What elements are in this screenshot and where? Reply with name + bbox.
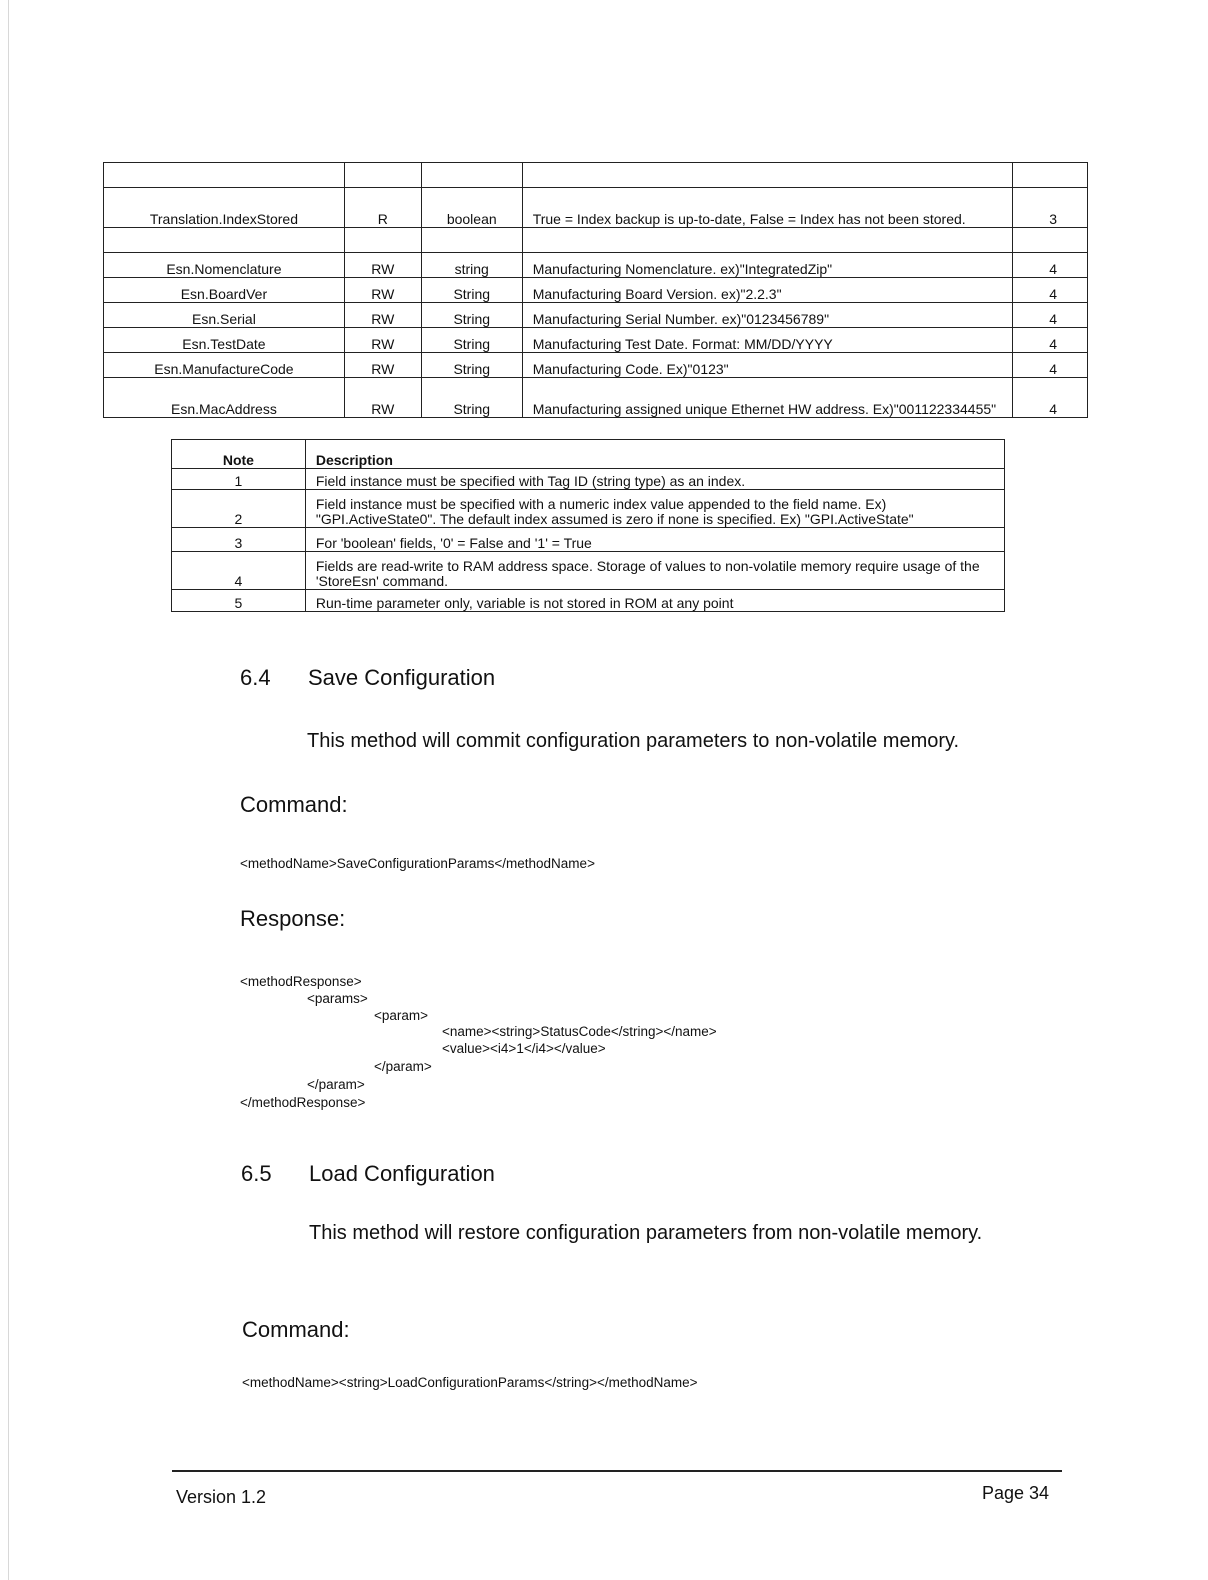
access-cell: R bbox=[344, 188, 421, 228]
table-row bbox=[104, 163, 1088, 188]
description-cell: Manufacturing assigned unique Ethernet HW address. Ex)"001122334455" bbox=[522, 378, 1012, 418]
table-row bbox=[104, 188, 1088, 228]
notes-row bbox=[172, 528, 1005, 552]
field-name-cell: Esn.BoardVer bbox=[104, 278, 345, 303]
description-cell: True = Index backup is up-to-date, False = Index has not been stored. bbox=[522, 188, 1012, 228]
access-cell: RW bbox=[344, 303, 421, 328]
notes-row bbox=[172, 552, 1005, 590]
response-code-line: <param> bbox=[374, 1008, 429, 1023]
table-row bbox=[104, 303, 1088, 328]
section-title: Save Configuration bbox=[308, 665, 496, 690]
description-cell: Manufacturing Board Version. ex)"2.2.3" bbox=[522, 278, 1012, 303]
type-cell bbox=[421, 228, 522, 253]
note-cell: 4 bbox=[1013, 328, 1088, 353]
response-code-line: <methodResponse> bbox=[240, 974, 362, 989]
type-cell: String bbox=[421, 353, 522, 378]
notes-row bbox=[172, 590, 1005, 612]
note-cell bbox=[1013, 228, 1088, 253]
section-title: Load Configuration bbox=[309, 1161, 495, 1186]
section-6-5-body: This method will restore configuration parameters from non-volatile memory. bbox=[309, 1222, 983, 1244]
field-name-cell: Esn.TestDate bbox=[104, 328, 345, 353]
command-label: Command: bbox=[240, 792, 348, 817]
access-cell: RW bbox=[344, 253, 421, 278]
command-code: <methodName>SaveConfigurationParams</methodName> bbox=[240, 856, 595, 871]
access-cell: RW bbox=[344, 378, 421, 418]
type-cell: String bbox=[421, 328, 522, 353]
table-row bbox=[104, 378, 1088, 418]
access-cell: RW bbox=[344, 353, 421, 378]
parameters-table bbox=[103, 162, 1088, 418]
section-number: 6.4 bbox=[240, 665, 271, 690]
access-cell: RW bbox=[344, 328, 421, 353]
note-cell: 4 bbox=[1013, 353, 1088, 378]
note-description-cell: For 'boolean' fields, '0' = False and '1' = True bbox=[305, 528, 1004, 552]
notes-table bbox=[171, 439, 1005, 612]
response-code-line: </param> bbox=[307, 1077, 365, 1092]
note-number-cell: 4 bbox=[172, 552, 306, 590]
note-description-cell: Fields are read-write to RAM address space. Storage of values to non-volatile memory require usage of the 'StoreEsn' command. bbox=[305, 552, 1004, 590]
footer-version: Version 1.2 bbox=[176, 1487, 267, 1507]
note-column-header: Note bbox=[172, 440, 306, 469]
type-cell bbox=[421, 163, 522, 188]
description-cell: Manufacturing Nomenclature. ex)"IntegratedZip" bbox=[522, 253, 1012, 278]
type-cell: String bbox=[421, 378, 522, 418]
note-description-cell: Field instance must be specified with a numeric index value appended to the field name. Ex) "GPI.ActiveState0". The default index assumed is zero if none is specified. Ex) "GPI.ActiveState" bbox=[305, 490, 1004, 528]
note-description-cell: Field instance must be specified with Tag ID (string type) as an index. bbox=[305, 469, 1004, 490]
table-row bbox=[104, 278, 1088, 303]
note-cell: 4 bbox=[1013, 378, 1088, 418]
table-row bbox=[104, 328, 1088, 353]
access-cell: RW bbox=[344, 278, 421, 303]
scan-edge bbox=[8, 0, 9, 1580]
response-code-line: <name><string>StatusCode</string></name> bbox=[442, 1024, 717, 1039]
response-code-line: <params> bbox=[307, 991, 368, 1006]
field-name-cell: Esn.MacAddress bbox=[104, 378, 345, 418]
section-6-4-body: This method will commit configuration parameters to non-volatile memory. bbox=[307, 730, 960, 752]
response-code-line: </methodResponse> bbox=[240, 1095, 366, 1110]
field-name-cell: Esn.Nomenclature bbox=[104, 253, 345, 278]
access-cell bbox=[344, 228, 421, 253]
description-column-header: Description bbox=[305, 440, 1004, 469]
table-row bbox=[104, 228, 1088, 253]
table-row bbox=[104, 353, 1088, 378]
notes-row bbox=[172, 469, 1005, 490]
table-row bbox=[104, 253, 1088, 278]
note-description-cell: Run-time parameter only, variable is not stored in ROM at any point bbox=[305, 590, 1004, 612]
note-cell: 4 bbox=[1013, 278, 1088, 303]
field-name-cell bbox=[104, 163, 345, 188]
note-cell: 4 bbox=[1013, 253, 1088, 278]
footer-rule bbox=[172, 1470, 1062, 1472]
footer-page-number: Page 34 bbox=[982, 1483, 1050, 1503]
note-cell: 3 bbox=[1013, 188, 1088, 228]
type-cell: String bbox=[421, 303, 522, 328]
field-name-cell: Translation.IndexStored bbox=[104, 188, 345, 228]
description-cell: Manufacturing Code. Ex)"0123" bbox=[522, 353, 1012, 378]
note-number-cell: 2 bbox=[172, 490, 306, 528]
note-number-cell: 3 bbox=[172, 528, 306, 552]
description-cell: Manufacturing Test Date. Format: MM/DD/YYYY bbox=[522, 328, 1012, 353]
notes-header-row bbox=[172, 440, 1005, 469]
description-cell: Manufacturing Serial Number. ex)"0123456789" bbox=[522, 303, 1012, 328]
type-cell: String bbox=[421, 278, 522, 303]
type-cell: boolean bbox=[421, 188, 522, 228]
note-cell bbox=[1013, 163, 1088, 188]
command-label: Command: bbox=[242, 1317, 350, 1342]
field-name-cell: Esn.ManufactureCode bbox=[104, 353, 345, 378]
field-name-cell: Esn.Serial bbox=[104, 303, 345, 328]
section-number: 6.5 bbox=[241, 1161, 272, 1186]
access-cell bbox=[344, 163, 421, 188]
field-name-cell bbox=[104, 228, 345, 253]
note-number-cell: 5 bbox=[172, 590, 306, 612]
note-number-cell: 1 bbox=[172, 469, 306, 490]
description-cell bbox=[522, 163, 1012, 188]
response-code-line: <value><i4>1</i4></value> bbox=[442, 1041, 606, 1056]
type-cell: string bbox=[421, 253, 522, 278]
command-code: <methodName><string>LoadConfigurationParams</string></methodName> bbox=[242, 1375, 698, 1390]
description-cell bbox=[522, 228, 1012, 253]
response-label: Response: bbox=[240, 906, 346, 931]
notes-row bbox=[172, 490, 1005, 528]
note-cell: 4 bbox=[1013, 303, 1088, 328]
response-code-line: </param> bbox=[374, 1059, 432, 1074]
